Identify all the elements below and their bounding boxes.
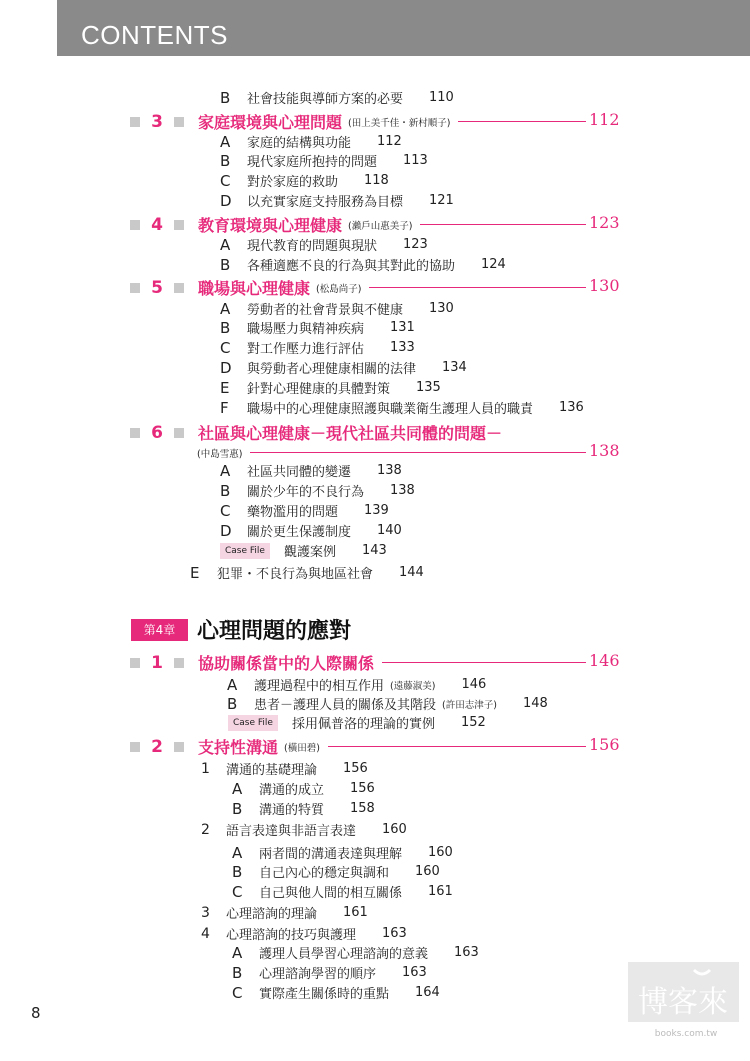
leader-line — [328, 746, 586, 747]
section-heading — [130, 110, 450, 133]
section-heading — [130, 735, 320, 758]
entry-text: 實際產生關係時的重點 — [259, 987, 390, 1002]
entry-letter: E — [190, 563, 200, 582]
entry-text: 採用佩普洛的理論的實例 — [291, 717, 435, 732]
entry-number: 3 — [201, 904, 210, 921]
entry-page: 138 — [390, 483, 415, 498]
toc-entry — [227, 675, 486, 694]
entry-letter: B — [220, 151, 231, 170]
entry-page: 131 — [390, 320, 415, 335]
toc-entry — [220, 235, 428, 254]
section-heading — [130, 421, 502, 444]
section-author: (松島尚子) — [316, 283, 362, 295]
entry-text: 觀護案例 — [283, 545, 336, 560]
case-file-badge: Case File — [228, 715, 278, 731]
entry-page: 124 — [481, 257, 506, 272]
entry-number: 4 — [201, 925, 210, 942]
section-page: 130 — [589, 276, 620, 295]
entry-page: 130 — [429, 301, 454, 316]
entry-page: 160 — [382, 822, 407, 837]
entry-number: 1 — [201, 760, 210, 777]
page-number: 8 — [31, 1004, 41, 1022]
entry-letter: B — [220, 481, 231, 500]
toc-entry — [220, 338, 415, 357]
entry-page: 160 — [428, 845, 453, 860]
toc-entry — [220, 132, 402, 151]
entry-text: 溝通的特質 — [259, 803, 325, 818]
entry-letter: B — [220, 318, 231, 337]
leader-line — [250, 452, 586, 453]
entry-page: 135 — [416, 380, 441, 395]
entry-letter: A — [220, 132, 231, 151]
section-page: 146 — [589, 651, 620, 670]
entry-page: 163 — [402, 965, 427, 980]
section-marker — [174, 428, 184, 438]
entry-page: 123 — [403, 237, 428, 252]
toc-entry — [220, 358, 467, 377]
entry-text: 社區共同體的變遷 — [247, 465, 352, 480]
case-file-badge: Case File — [220, 543, 270, 559]
entry-letter: B — [227, 694, 238, 713]
section-marker — [130, 658, 140, 668]
toc-entry — [220, 521, 402, 540]
entry-letter: D — [220, 358, 232, 377]
toc-entry — [232, 943, 479, 962]
section-marker — [130, 117, 140, 127]
entry-page: 110 — [429, 90, 454, 105]
section-page: 123 — [589, 213, 620, 232]
entry-text: 患者－護理人員的關係及其階段 — [254, 698, 437, 713]
section-marker — [174, 220, 184, 230]
toc-entry — [232, 843, 453, 862]
section-number: 1 — [151, 652, 163, 673]
watermark-url: books.com.tw — [654, 1029, 718, 1039]
entry-text: 藥物濫用的問題 — [247, 505, 339, 520]
entry-page: 156 — [343, 761, 368, 776]
entry-text: 職場中的心理健康照護與職業衛生護理人員的職責 — [247, 402, 534, 417]
section-title: 職場與心理健康 — [198, 279, 311, 298]
toc-entry — [232, 799, 375, 818]
leader-line — [458, 121, 586, 122]
entry-letter: F — [220, 398, 229, 417]
chapter-title: 心理問題的應對 — [197, 619, 352, 644]
section-number: 3 — [151, 111, 163, 132]
toc-numbered-entry — [201, 903, 368, 922]
entry-text: 社會技能與導師方案的必要 — [247, 92, 404, 107]
section-heading — [130, 276, 361, 299]
section-author: (橫田碧) — [284, 742, 320, 754]
watermark-logo — [624, 962, 739, 1040]
entry-letter: B — [232, 862, 243, 881]
leader-line — [382, 662, 586, 663]
entry-page: 163 — [382, 926, 407, 941]
entry-page: 138 — [377, 463, 402, 478]
entry-page: 161 — [343, 905, 368, 920]
section-title: 社區與心理健康－現代社區共同體的問題－ — [198, 424, 503, 443]
section-marker — [174, 742, 184, 752]
entry-text: 家庭的結構與功能 — [247, 136, 352, 151]
section-number: 5 — [151, 277, 163, 298]
entry-text: 現代家庭所抱持的問題 — [247, 155, 378, 170]
toc-entry — [220, 501, 389, 520]
entry-page: 160 — [415, 864, 440, 879]
entry-letter: C — [220, 171, 231, 190]
section-number: 4 — [151, 214, 163, 235]
toc-entry — [232, 882, 453, 901]
section-page: 156 — [589, 735, 620, 754]
entry-page: 144 — [399, 565, 424, 580]
entry-letter: A — [220, 235, 231, 254]
toc-entry — [232, 862, 440, 881]
entry-letter: B — [220, 255, 231, 274]
toc-numbered-entry — [201, 759, 368, 778]
section-author: (田上美千佳・新村順子) — [348, 117, 451, 129]
toc-entry — [220, 398, 584, 417]
entry-text: 各種適應不良的行為與其對此的協助 — [247, 259, 456, 274]
entry-text: 心理諮詢的技巧與護理 — [226, 928, 357, 943]
section-marker — [174, 117, 184, 127]
section-marker — [130, 283, 140, 293]
case-file-entry — [228, 713, 486, 732]
toc-entry — [227, 694, 548, 713]
header-bar — [57, 0, 750, 56]
toc-numbered-entry — [201, 820, 407, 839]
entry-text: 關於少年的不良行為 — [247, 485, 365, 500]
section-number: 2 — [151, 736, 163, 757]
section-author — [197, 446, 242, 460]
entry-page: 121 — [429, 193, 454, 208]
section-title: 支持性溝通 — [198, 738, 279, 757]
entry-letter: B — [232, 963, 243, 982]
section-marker — [130, 742, 140, 752]
toc-entry — [220, 299, 454, 318]
entry-text: 兩者間的溝通表達與理解 — [259, 847, 403, 862]
entry-text: 自己內心的穩定與調和 — [259, 866, 390, 881]
entry-letter: A — [227, 675, 238, 694]
entry-text: 自己與他人間的相互關係 — [259, 886, 403, 901]
entry-page: 113 — [403, 153, 428, 168]
entry-text: 心理諮詢的理論 — [226, 907, 318, 922]
entry-page: 156 — [350, 781, 375, 796]
toc-entry — [220, 191, 454, 210]
section-title: 家庭環境與心理問題 — [198, 113, 343, 132]
entry-letter: A — [232, 943, 243, 962]
section-author-text: (中島雪惠) — [197, 449, 243, 460]
section-marker — [130, 220, 140, 230]
entry-text: 勞動者的社會背景與不健康 — [247, 303, 404, 318]
entry-page: 146 — [461, 677, 487, 692]
entry-page: 152 — [460, 715, 486, 730]
entry-author: (許田志津子) — [442, 699, 497, 711]
entry-text: 護理人員學習心理諮詢的意義 — [259, 947, 429, 962]
entry-page: 112 — [377, 134, 402, 149]
entry-text: 與勞動者心理健康相關的法律 — [247, 362, 417, 377]
entry-text: 職場壓力與精神疾病 — [247, 322, 365, 337]
case-file-entry — [220, 541, 387, 560]
section-author: (瀨戶山惠美子) — [348, 220, 413, 232]
entry-page: 118 — [364, 173, 389, 188]
entry-text: 溝通的成立 — [259, 783, 325, 798]
entry-letter: A — [232, 779, 243, 798]
entry-page: 134 — [442, 360, 467, 375]
section-heading — [130, 651, 374, 674]
toc-entry — [220, 481, 415, 500]
leader-line — [369, 287, 586, 288]
section-page: 112 — [589, 110, 620, 129]
toc-entry — [220, 318, 415, 337]
entry-page: 133 — [390, 340, 415, 355]
toc-entry — [220, 461, 402, 480]
toc-entry — [220, 378, 441, 397]
entry-page: 161 — [428, 884, 453, 899]
entry-letter: C — [220, 501, 231, 520]
watermark-brand: 博客來 — [638, 985, 728, 1020]
entry-page: 143 — [361, 543, 387, 558]
entry-text: 護理過程中的相互作用 — [254, 679, 385, 694]
entry-author: (遠藤淑美) — [390, 680, 436, 692]
toc-entry — [190, 563, 424, 582]
entry-page: 139 — [364, 503, 389, 518]
section-page: 138 — [589, 441, 620, 460]
entry-letter: A — [220, 299, 231, 318]
entry-number: 2 — [201, 821, 210, 838]
entry-text: 關於更生保護制度 — [247, 525, 352, 540]
entry-letter: D — [220, 191, 232, 210]
entry-text: 對於家庭的救助 — [247, 175, 339, 190]
entry-page: 158 — [350, 801, 375, 816]
entry-page: 148 — [522, 696, 548, 711]
page-title: CONTENTS — [81, 20, 228, 50]
entry-page: 136 — [559, 400, 584, 415]
entry-letter: A — [220, 461, 231, 480]
section-title: 教育環境與心理健康 — [198, 216, 343, 235]
entry-page: 140 — [377, 523, 402, 538]
toc-entry — [220, 88, 454, 107]
section-title: 協助關係當中的人際關係 — [198, 654, 375, 673]
entry-text: 以充實家庭支持服務為目標 — [247, 195, 404, 210]
toc-entry — [232, 779, 375, 798]
section-marker — [174, 283, 184, 293]
entry-letter: D — [220, 521, 232, 540]
section-marker — [130, 428, 140, 438]
entry-page: 163 — [454, 945, 479, 960]
entry-letter: C — [232, 882, 243, 901]
entry-letter: A — [232, 843, 243, 862]
section-heading — [130, 213, 412, 236]
entry-letter: B — [232, 799, 243, 818]
section-marker — [174, 658, 184, 668]
toc-entry — [232, 983, 440, 1002]
entry-letter: E — [220, 378, 230, 397]
toc-numbered-entry — [201, 924, 407, 943]
toc-entry — [220, 151, 428, 170]
entry-text: 心理諮詢學習的順序 — [259, 967, 377, 982]
entry-letter: C — [220, 338, 231, 357]
chapter-badge: 第4章 — [131, 619, 188, 641]
entry-text: 語言表達與非語言表達 — [226, 824, 357, 839]
toc-entry — [220, 255, 506, 274]
entry-letter: B — [220, 88, 231, 107]
toc-entry — [220, 171, 389, 190]
entry-page: 164 — [415, 985, 440, 1000]
entry-letter: C — [232, 983, 243, 1002]
entry-text: 現代教育的問題與現狀 — [247, 239, 378, 254]
entry-text: 溝通的基礎理論 — [226, 763, 318, 778]
leader-line — [420, 224, 586, 225]
section-number: 6 — [151, 422, 163, 443]
entry-text: 對工作壓力進行評估 — [247, 342, 365, 357]
entry-text: 犯罪・不良行為與地區社會 — [217, 567, 374, 582]
toc-entry — [232, 963, 427, 982]
entry-text: 針對心理健康的具體對策 — [247, 382, 391, 397]
